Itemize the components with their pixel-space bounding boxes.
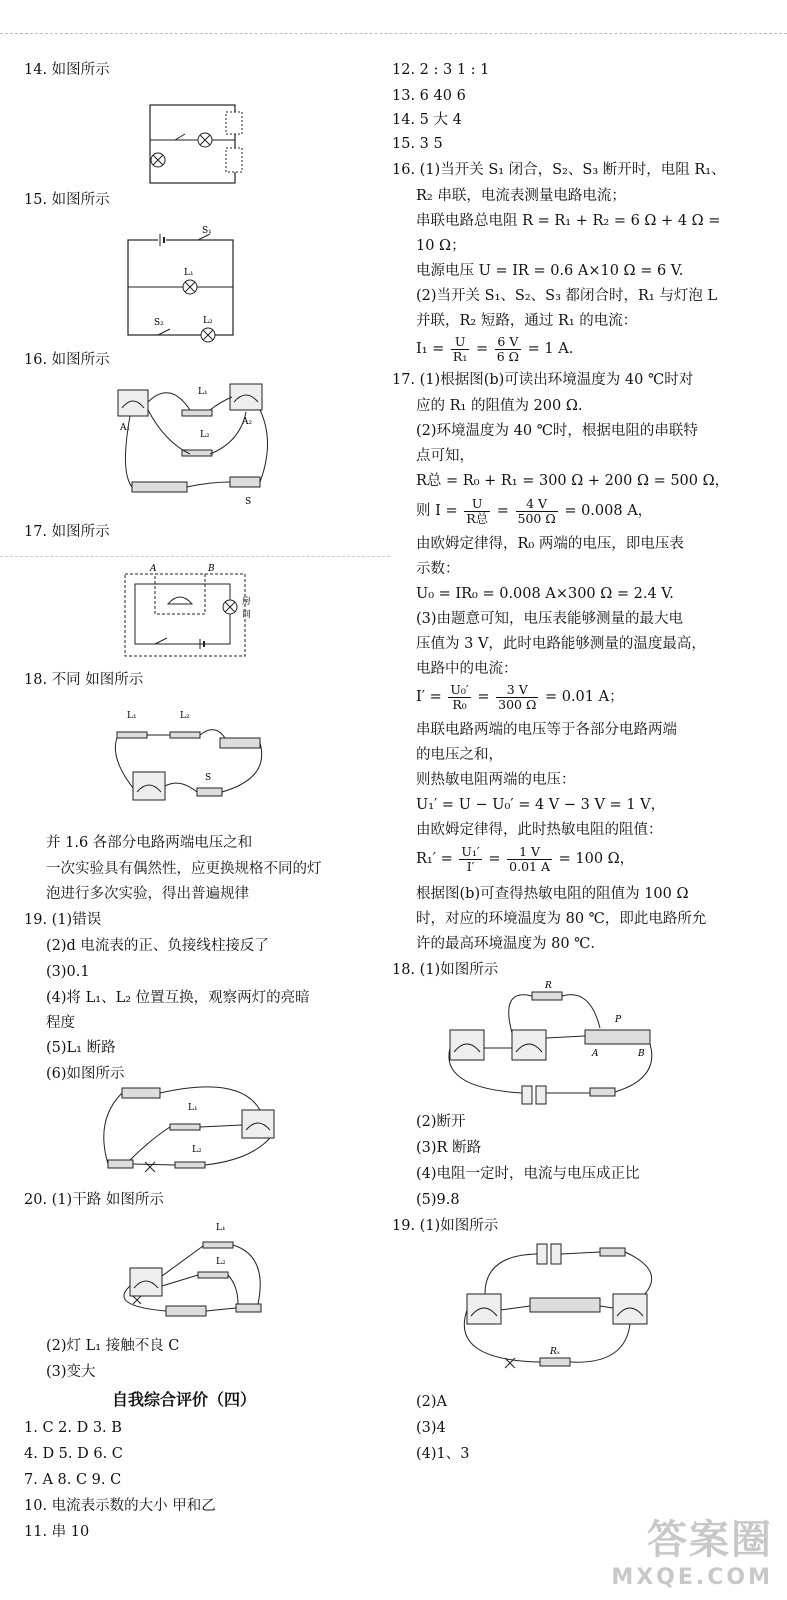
- q19-part4a: (4)将 L₁、L₂ 位置互换，观察两灯的亮暗: [46, 990, 310, 1006]
- answers-1-3: 1. C 2. D 3. B: [24, 1420, 122, 1436]
- q19-part5: (5)L₁ 断路: [46, 1040, 116, 1056]
- r18-part5: (5)9.8: [416, 1192, 460, 1208]
- l1-label-19: L₁: [188, 1103, 198, 1113]
- r16h-equation: I₁ = $\frac{U}{\text{R₁}}$ = $\frac{6 V}{6 \Omega}$ = 1 A.: [416, 333, 574, 364]
- q20-part3: (3)变大: [46, 1364, 96, 1380]
- answers-7-9: 7. A 8. C 9. C: [24, 1472, 122, 1488]
- r19-part4: (4)1、3: [416, 1446, 470, 1462]
- r17e: R总 = R₀ + R₁ = 300 Ω + 200 Ω = 500 Ω，: [416, 473, 730, 489]
- answer-10: 10. 电流表示数的大小 甲和乙: [24, 1498, 216, 1514]
- r18-part1: 18. (1)如图所示: [392, 962, 499, 978]
- r17o: 的电压之和，: [416, 747, 503, 763]
- q14-circuit-diagram: [140, 100, 255, 190]
- r17c: (2)环境温度为 40 ℃时，根据电阻的串联特: [416, 423, 698, 439]
- q18-conclusion-1: 并 1.6 各部分电路两端电压之和: [46, 835, 253, 851]
- r17a: 17. (1)根据图(b)可读出环境温度为 40 ℃时对: [392, 372, 694, 388]
- q15-circuit-diagram: [118, 225, 248, 345]
- slider-p-label: P: [615, 1015, 622, 1025]
- left-divider: [0, 556, 390, 557]
- r17r: 由欧姆定律得，此时热敏电阻的阻值：: [416, 822, 663, 838]
- a1-label: A₁: [120, 423, 131, 433]
- r17m-equation: I′ = $\frac{\text{U₀′}}{\text{R₀}}$ = $\frac{3 V}{300 \Omega}$ = 0.01 A；: [416, 681, 624, 712]
- r17t: 根据图(b)可查得热敏电阻的阻值为 100 Ω: [416, 886, 689, 902]
- r16d: 10 Ω；: [416, 238, 466, 254]
- q19-part6: (6)如图所示: [46, 1066, 125, 1082]
- r17j: (3)由题意可知，电压表能够测量的最大电: [416, 611, 684, 627]
- r17l: 电路中的电流：: [416, 661, 518, 677]
- r17k: 压值为 3 V，此时电路能够测量的温度最高，: [416, 636, 706, 652]
- q19-part2: (2)d 电流表的正、负接线柱接反了: [46, 938, 269, 954]
- r18-part4: (4)电阻一定时，电流与电压成正比: [416, 1166, 640, 1182]
- watermark-site: MXQE.COM: [611, 1565, 773, 1590]
- s1-label: S₁: [202, 226, 212, 236]
- r16f: (2)当开关 S₁、S₂、S₃ 都闭合时，R₁ 与灯泡 L: [416, 288, 718, 304]
- l2-label-19: L₂: [192, 1145, 202, 1155]
- l1-label-18: L₁: [127, 711, 137, 721]
- r16g: 并联，R₂ 短路，通过 R₁ 的电流：: [416, 313, 638, 329]
- resistor-rx-label: Rₓ: [550, 1347, 560, 1357]
- watermark: [611, 1508, 773, 1590]
- r17d: 点可知，: [416, 448, 474, 464]
- r15: 15. 3 5: [392, 136, 443, 152]
- r17n: 串联电路两端的电压等于各部分电路两端: [416, 722, 677, 738]
- q18-conclusion-2: 一次实验具有偶然性，应更换规格不同的灯: [46, 861, 322, 877]
- l1-label: L₁: [184, 268, 194, 278]
- q19-circuit-photo: [90, 1080, 290, 1180]
- l2-label: L₂: [203, 316, 213, 326]
- section-title: 自我综合评价（四）: [112, 1390, 257, 1409]
- q18-conclusion-3: 泡进行多次实验，得出普遍规律: [46, 886, 249, 902]
- a2-label: A₂: [242, 417, 253, 427]
- room-label-1: 房: [242, 597, 252, 607]
- r17q: U₁′ = U − U₀′ = 4 V − 3 V = 1 V，: [416, 797, 666, 813]
- r17s-equation: R₁′ = $\frac{\text{U₁′}}{I'}$ = $\frac{1 V}{0.01 A}$ = 100 Ω，: [416, 843, 635, 874]
- q16-circuit-photo: [110, 382, 280, 512]
- r17i: U₀ = IR₀ = 0.008 A×300 Ω = 2.4 V.: [416, 586, 674, 602]
- top-divider: [0, 33, 787, 34]
- q17-circuit-diagram: [120, 562, 260, 662]
- q18-circuit-photo: [105, 708, 270, 808]
- r16b: R₂ 串联，电流表测量电路电流；: [416, 188, 626, 204]
- r17g: 由欧姆定律得，R₀ 两端的电压，即电压表: [416, 536, 684, 552]
- answers-4-6: 4. D 5. D 6. C: [24, 1446, 123, 1462]
- r17b: 应的 R₁ 的阻值为 200 Ω.: [416, 398, 583, 414]
- q14-label: 14. 如图所示: [24, 62, 110, 78]
- q20-part2: (2)灯 L₁ 接触不良 C: [46, 1338, 180, 1354]
- q20-circuit-photo: [108, 1216, 273, 1326]
- q15-label: 15. 如图所示: [24, 192, 110, 208]
- r18-part3: (3)R 断路: [416, 1140, 482, 1156]
- s-label-18: S: [205, 773, 212, 783]
- s2-label: S₂: [154, 318, 164, 328]
- point-b-label: B: [208, 564, 215, 574]
- r17u: 时，对应的环境温度为 80 ℃，即此电路所允: [416, 911, 707, 927]
- r19-part3: (3)4: [416, 1420, 446, 1436]
- r17h: 示数：: [416, 561, 460, 577]
- q19-part4b: 程度: [46, 1015, 75, 1031]
- r18-circuit-photo: [440, 978, 670, 1108]
- q16-label: 16. 如图所示: [24, 352, 110, 368]
- r14: 14. 5 大 4: [392, 112, 462, 128]
- watermark-logo: 答案圈: [647, 1517, 773, 1563]
- q18-label: 18. 不同 如图所示: [24, 672, 144, 688]
- r12: 12. 2 : 3 1 : 1: [392, 62, 490, 78]
- r13: 13. 6 40 6: [392, 88, 466, 104]
- terminal-b-label: B: [638, 1049, 645, 1059]
- r17v: 许的最高环境温度为 80 ℃.: [416, 936, 595, 952]
- r19-part2: (2)A: [416, 1394, 448, 1410]
- resistor-r-label: R: [545, 981, 552, 991]
- l2-label-18: L₂: [180, 711, 190, 721]
- answer-11: 11. 串 10: [24, 1524, 90, 1540]
- l2-label-16: L₂: [200, 430, 210, 440]
- r18-part2: (2)断开: [416, 1114, 466, 1130]
- terminal-a-label: A: [592, 1049, 599, 1059]
- q19-part3: (3)0.1: [46, 964, 90, 980]
- r17f-equation: 则 I = $\frac{U}{\text{R总}}$ = $\frac{4 V}{500 \Omega}$ = 0.008 A，: [416, 495, 653, 526]
- r17p: 则热敏电阻两端的电压：: [416, 772, 576, 788]
- s-label-16: S: [245, 497, 252, 507]
- r19-part1: 19. (1)如图所示: [392, 1218, 499, 1234]
- r19-circuit-photo: [445, 1240, 665, 1385]
- r16c: 串联电路总电阻 R = R₁ + R₂ = 6 Ω + 4 Ω =: [416, 213, 721, 229]
- l2-label-20: L₂: [216, 1257, 226, 1267]
- q17-label: 17. 如图所示: [24, 524, 110, 540]
- room-label-2: 间: [242, 610, 252, 620]
- l1-label-16: L₁: [198, 387, 208, 397]
- r16a: 16. (1)当开关 S₁ 闭合，S₂、S₃ 断开时，电阻 R₁、: [392, 162, 726, 178]
- q20-part1: 20. (1)干路 如图所示: [24, 1192, 164, 1208]
- r16e: 电源电压 U = IR = 0.6 A×10 Ω = 6 V.: [416, 263, 684, 279]
- q19-part1: 19. (1)错误: [24, 912, 102, 928]
- point-a-label: A: [150, 564, 157, 574]
- l1-label-20: L₁: [216, 1223, 226, 1233]
